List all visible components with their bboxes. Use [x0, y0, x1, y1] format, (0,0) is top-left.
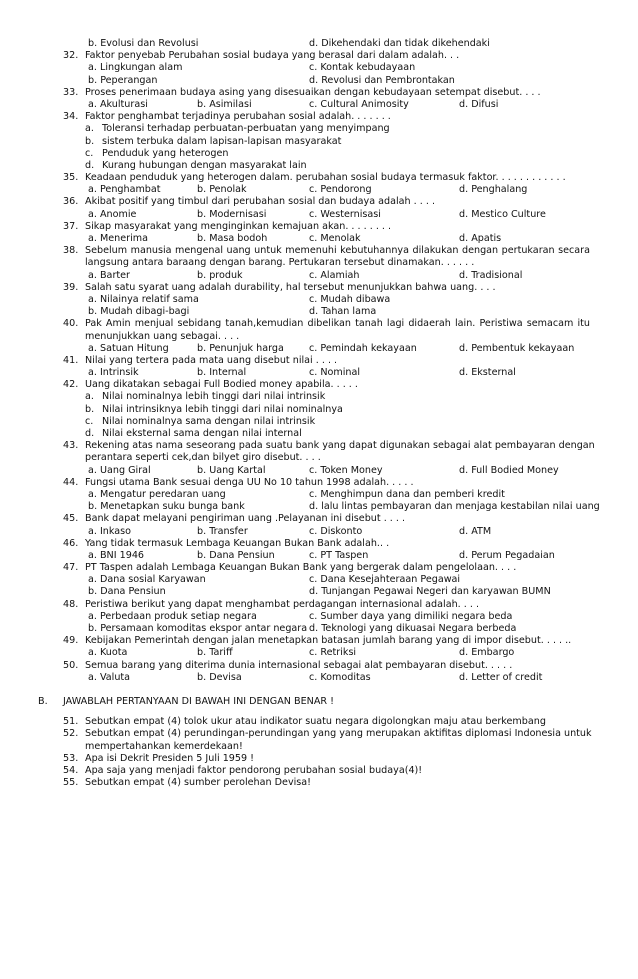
- question-row: [0, 245, 638, 257]
- question-number: 37.: [63, 220, 79, 232]
- question-number: 55.: [63, 777, 79, 789]
- option-row: [0, 586, 638, 598]
- option-text: b. Penunjuk harga: [197, 342, 284, 354]
- option-text: b. Penolak: [197, 184, 247, 196]
- option-text: d. Letter of credit: [459, 671, 543, 683]
- option-text: a. Akulturasi: [88, 98, 148, 110]
- question-number: 35.: [63, 172, 79, 184]
- question-row: [0, 599, 638, 611]
- option-text: a. Uang Giral: [88, 464, 151, 476]
- option-text: a. Dana sosial Karyawan: [88, 574, 206, 586]
- option-text: d. Tunjangan Pegawai Negeri dan karyawan BUMN: [309, 586, 551, 598]
- option-text: Kurang hubungan dengan masyarakat lain: [102, 159, 307, 171]
- option-text: b. Dana Pensiun: [197, 549, 275, 561]
- option-text: Nilai nominalnya sama dengan nilai intrinsik: [102, 415, 316, 427]
- essay-question-row: [0, 716, 638, 728]
- question-text: Uang dikatakan sebagai Full Bodied money apabila. . . . .: [85, 379, 358, 391]
- option-text: d. Penghalang: [459, 184, 528, 196]
- option-text: Penduduk yang heterogen: [102, 147, 229, 159]
- option-row: [0, 270, 638, 282]
- essay-question-row: [0, 753, 638, 765]
- option-text: c. Menghimpun dana dan pemberi kredit: [309, 488, 505, 500]
- question-text: Akibat positif yang timbul dari perubahan sosial dan budaya adalah . . . .: [85, 196, 436, 208]
- question-number: 45.: [63, 513, 79, 525]
- question-number: 32.: [63, 50, 79, 62]
- essay-question-row-continued: [0, 741, 638, 753]
- question-row: [0, 196, 638, 208]
- section-letter: B.: [38, 695, 48, 707]
- option-text: b. Menetapkan suku bunga bank: [88, 501, 245, 513]
- question-text: Sebelum manusia mengenal uang untuk memenuhi kebutuhannya dilakukan dengan pertukaran secara: [85, 245, 590, 257]
- option-text: c. Dana Kesejahteraan Pegawai: [309, 574, 461, 586]
- option-letter: b.: [85, 135, 95, 147]
- option-text: b. Dana Pensiun: [88, 586, 166, 598]
- question-number: 40.: [63, 318, 79, 330]
- option-text: c. Komoditas: [309, 671, 371, 683]
- option-text: b. Peperangan: [88, 74, 158, 86]
- question-number: 46.: [63, 537, 79, 549]
- question-text: Sebutkan empat (4) sumber perolehan Devisa!: [85, 777, 312, 789]
- option-text: d. Tradisional: [459, 269, 523, 281]
- option-text: a. BNI 1946: [88, 549, 145, 561]
- question-text: Faktor penghambat terjadinya perubahan sosial adalah. . . . . . .: [85, 111, 391, 123]
- option-row: [0, 294, 638, 306]
- option-text: c. Cultural Animosity: [309, 98, 409, 110]
- question-text: Bank dapat melayani pengiriman uang .Pelayanan ini disebut . . . .: [85, 513, 406, 525]
- question-row: [0, 282, 638, 294]
- question-row: [0, 87, 638, 99]
- option-text: d. Pembentuk kekayaan: [459, 342, 575, 354]
- question-number: 43.: [63, 440, 79, 452]
- option-row: [0, 647, 638, 659]
- option-letter: a.: [85, 123, 94, 135]
- option-text: b. Transfer: [197, 525, 248, 537]
- option-text: Toleransi terhadap perbuatan-perbuatan yang menyimpang: [102, 123, 390, 135]
- option-text: b. produk: [197, 269, 243, 281]
- question-number: 39.: [63, 281, 79, 293]
- option-text: d. lalu lintas pembayaran dan menjaga kestabilan nilai uang: [309, 501, 600, 513]
- question-row: [0, 355, 638, 367]
- option-text: a. Intrinsik: [88, 367, 139, 379]
- question-row: [0, 379, 638, 391]
- question-text: Sebutkan empat (4) tolok ukur atau indikator suatu negara digolongkan maju atau berkembang: [85, 716, 546, 728]
- option-text: Nilai intrinsiknya lebih tinggi dari nilai nominalnya: [102, 403, 343, 415]
- option-text: a. Barter: [88, 269, 130, 281]
- option-text: a. Menerima: [88, 233, 148, 244]
- option-text: b. Masa bodoh: [197, 233, 268, 244]
- option-text: c. Retriksi: [309, 647, 357, 659]
- question-number: 48.: [63, 598, 79, 610]
- option-row: [0, 209, 638, 221]
- option-text: c. Nominal: [309, 367, 361, 379]
- question-text: Salah satu syarat uang adalah durability, hal tersebut menunjukkan bahwa uang. . . .: [85, 281, 496, 293]
- question-text: Nilai yang tertera pada mata uang disebut nilai . . . .: [85, 354, 338, 366]
- option-letter: c.: [85, 415, 94, 427]
- option-text: a. Valuta: [88, 671, 131, 683]
- option-row: [0, 343, 638, 355]
- question-number: 49.: [63, 635, 79, 647]
- question-row: [0, 111, 638, 123]
- option-text: d. Dikehendaki dan tidak dikehendaki: [309, 38, 490, 49]
- option-text: a. Kuota: [88, 647, 128, 659]
- question-row: [0, 221, 638, 233]
- question-number: 54.: [63, 764, 79, 776]
- option-text: a. Lingkungan alam: [88, 62, 183, 74]
- option-row: [0, 306, 638, 318]
- question-text: Peristiwa berikut yang dapat menghambat perdagangan internasional adalah. . . .: [85, 598, 479, 610]
- option-row: [0, 38, 638, 50]
- option-text: c. Pemindah kekayaan: [309, 342, 417, 354]
- option-text: d. Apatis: [459, 233, 502, 244]
- option-row: [0, 550, 638, 562]
- option-text: sistem terbuka dalam lapisan-lapisan masyarakat: [102, 135, 342, 147]
- essay-question-row: [0, 765, 638, 777]
- question-text-continued: langsung antara baraang dengan barang. Pertukaran tersebut dinamakan. . . . . .: [85, 257, 475, 269]
- option-row: [0, 233, 638, 245]
- question-number: 50.: [63, 659, 79, 671]
- option-text: d. Eksternal: [459, 367, 516, 379]
- question-row-continued: [0, 257, 638, 269]
- question-row: [0, 477, 638, 489]
- option-text: a. Penghambat: [88, 184, 161, 196]
- question-text-continued: menunjukkan uang sebagai. . . .: [85, 330, 240, 342]
- question-text: Faktor penyebab Perubahan sosial budaya yang berasal dari dalam adalah. . .: [85, 50, 460, 62]
- option-text: d. Tahan lama: [309, 306, 377, 318]
- option-row: [0, 574, 638, 586]
- option-row: [0, 501, 638, 513]
- option-text: d. ATM: [459, 525, 492, 537]
- question-text: Apa isi Dekrit Presiden 5 Juli 1959 !: [85, 752, 255, 764]
- option-text: c. Kontak kebudayaan: [309, 62, 416, 74]
- option-text: b. Devisa: [197, 671, 242, 683]
- question-number: 52.: [63, 728, 79, 740]
- option-text: c. Westernisasi: [309, 208, 381, 220]
- option-text: b. Tariff: [197, 647, 233, 659]
- question-number: 41.: [63, 354, 79, 366]
- question-number: 34.: [63, 111, 79, 123]
- section-b-heading: [0, 696, 638, 708]
- option-letter: d.: [85, 159, 95, 171]
- question-row: [0, 635, 638, 647]
- question-text: Rekening atas nama seseorang pada suatu bank yang dapat digunakan sebagai alat pembayaran dengan: [85, 440, 595, 452]
- question-row: [0, 318, 638, 330]
- option-text: Nilai eksternal sama dengan nilai internal: [102, 428, 302, 439]
- exam-page: [0, 38, 638, 789]
- option-text: d. Difusi: [459, 98, 499, 110]
- option-row: [0, 672, 638, 684]
- option-row: [0, 428, 638, 440]
- option-row: [0, 367, 638, 379]
- question-row: [0, 50, 638, 62]
- option-row: [0, 160, 638, 172]
- spacer: [0, 684, 638, 696]
- option-row: [0, 62, 638, 74]
- option-text: a. Inkaso: [88, 525, 132, 537]
- question-number: 33.: [63, 86, 79, 98]
- question-number: 42.: [63, 379, 79, 391]
- option-text: a. Satuan Hitung: [88, 342, 169, 354]
- question-text: Pak Amin menjual sebidang tanah,kemudian dibelikan tanah lagi didaerah lain. Peristiwa semacam itu: [85, 318, 590, 330]
- question-text: Sebutkan empat (4) perundingan-perundingan yang yang merupakan aktifitas diplomasi Indonesia untuk: [85, 728, 592, 740]
- option-text: c. Token Money: [309, 464, 383, 476]
- option-text: c. Menolak: [309, 233, 361, 244]
- option-row: [0, 99, 638, 111]
- essay-question-row: [0, 777, 638, 789]
- option-row: [0, 75, 638, 87]
- question-text: Kebijakan Pemerintah dengan jalan menetapkan batasan jumlah barang yang di impor disebut. . . . ..: [85, 635, 572, 647]
- question-text: Fungsi utama Bank sesuai denga UU No 10 tahun 1998 adalah. . . . .: [85, 476, 414, 488]
- question-number: 36.: [63, 196, 79, 208]
- option-text: c. Diskonto: [309, 525, 363, 537]
- option-text: a. Perbedaan produk setiap negara: [88, 610, 257, 622]
- option-row: [0, 123, 638, 135]
- question-number: 44.: [63, 476, 79, 488]
- question-text: Proses penerimaan budaya asing yang disesuaikan dengan kebudayaan setempat disebut. . . .: [85, 86, 541, 98]
- question-row: [0, 513, 638, 525]
- essay-question-row: [0, 728, 638, 740]
- option-row: [0, 465, 638, 477]
- question-text: Yang tidak termasuk Lembaga Keuangan Bukan Bank adalah.. .: [85, 537, 390, 549]
- question-text: Apa saja yang menjadi faktor pendorong perubahan sosial budaya(4)!: [85, 764, 423, 776]
- option-text: c. Mudah dibawa: [309, 293, 391, 305]
- question-number: 38.: [63, 245, 79, 257]
- option-row: [0, 184, 638, 196]
- option-row: [0, 489, 638, 501]
- question-text-continued: mempertahankan kemerdekaan!: [85, 740, 243, 752]
- option-letter: d.: [85, 428, 95, 439]
- option-row: [0, 611, 638, 623]
- option-row: [0, 526, 638, 538]
- option-text: Nilai nominalnya lebih tinggi dari nilai intrinsik: [102, 391, 326, 403]
- option-text: b. Persamaan komoditas ekspor antar negara: [88, 623, 308, 634]
- question-text: Keadaan penduduk yang heterogen dalam. perubahan sosial budaya termasuk faktor. . . . . . . . . . . .: [85, 172, 566, 184]
- question-row: [0, 538, 638, 550]
- section-heading: JAWABLAH PERTANYAAN DI BAWAH INI DENGAN BENAR !: [63, 695, 334, 707]
- option-text: d. Revolusi dan Pembrontakan: [309, 74, 455, 86]
- question-text-continued: perantara seperti cek,dan bilyet giro disebut. . . .: [85, 452, 321, 464]
- question-row-continued: [0, 331, 638, 343]
- question-text: Sikap masyarakat yang menginginkan kemajuan akan. . . . . . . .: [85, 220, 392, 232]
- option-text: d. Embargo: [459, 647, 515, 659]
- option-text: a. Mengatur peredaran uang: [88, 488, 226, 500]
- option-text: d. Full Bodied Money: [459, 464, 559, 476]
- option-row: [0, 416, 638, 428]
- option-text: c. Pendorong: [309, 184, 372, 196]
- option-row: [0, 148, 638, 160]
- option-text: a. Nilainya relatif sama: [88, 293, 199, 305]
- option-text: d. Perum Pegadaian: [459, 549, 555, 561]
- question-row-continued: [0, 452, 638, 464]
- option-text: a. Anomie: [88, 208, 137, 220]
- question-row: [0, 660, 638, 672]
- option-text: b. Mudah dibagi-bagi: [88, 306, 190, 318]
- question-text: PT Taspen adalah Lembaga Keuangan Bukan Bank yang bergerak dalam pengelolaan. . . .: [85, 562, 517, 574]
- option-text: b. Evolusi dan Revolusi: [88, 38, 199, 49]
- option-text: c. Sumber daya yang dimiliki negara beda: [309, 610, 513, 622]
- option-row: [0, 404, 638, 416]
- option-text: d. Teknologi yang dikuasai Negara berbeda: [309, 623, 517, 634]
- question-number: 51.: [63, 716, 79, 728]
- option-row: [0, 623, 638, 635]
- option-text: c. PT Taspen: [309, 549, 369, 561]
- option-text: b. Uang Kartal: [197, 464, 266, 476]
- option-letter: c.: [85, 147, 94, 159]
- option-row: [0, 136, 638, 148]
- question-number: 53.: [63, 752, 79, 764]
- option-letter: b.: [85, 403, 95, 415]
- question-text: Semua barang yang diterima dunia internasional sebagai alat pembayaran disebut. . . . .: [85, 659, 513, 671]
- option-text: b. Modernisasi: [197, 208, 267, 220]
- option-text: c. Alamiah: [309, 269, 360, 281]
- option-text: b. Asimilasi: [197, 98, 252, 110]
- question-number: 47.: [63, 562, 79, 574]
- option-row: [0, 391, 638, 403]
- spacer: [0, 708, 638, 716]
- question-row: [0, 440, 638, 452]
- question-row: [0, 172, 638, 184]
- question-row: [0, 562, 638, 574]
- option-text: b. Internal: [197, 367, 247, 379]
- option-letter: a.: [85, 391, 94, 403]
- option-text: d. Mestico Culture: [459, 208, 546, 220]
